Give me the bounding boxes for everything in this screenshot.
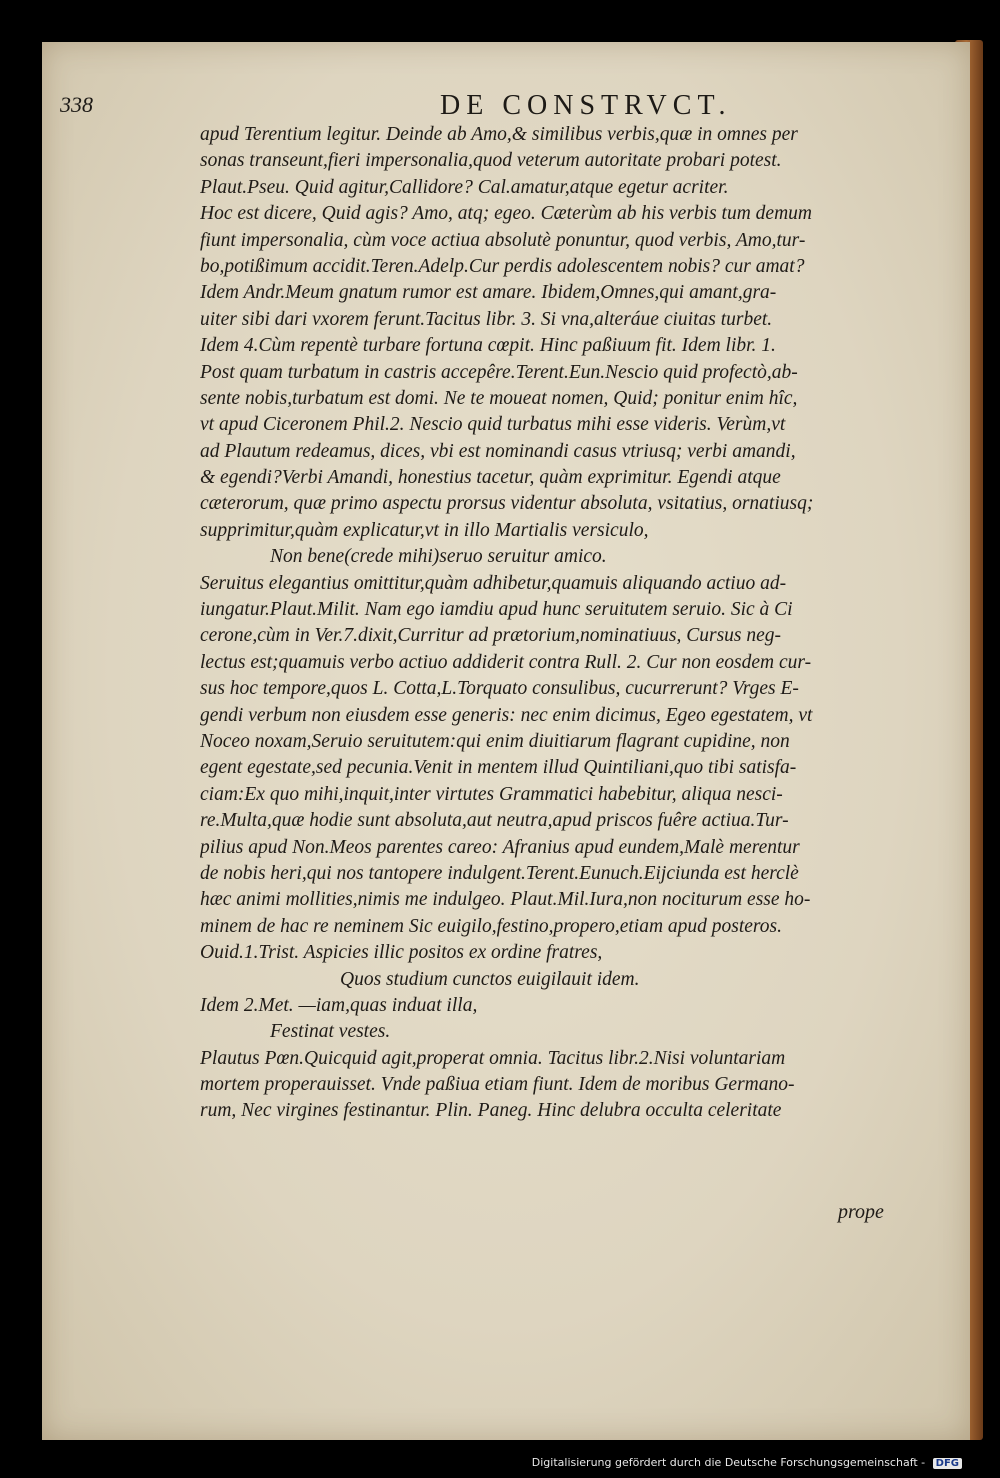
verse-line: Non bene(crede mihi)seruo seruitur amico.	[270, 546, 607, 568]
text-line: & egendi?Verbi Amandi, honestius tacetur, quàm exprimitur. Egendi atque	[200, 467, 781, 489]
text-line: sus hoc tempore,quos L. Cotta,L.Torquato consulibus, cucurrerunt? Vrges E-	[200, 678, 799, 700]
text-line: Idem Andr.Meum gnatum rumor est amare. Ibidem,Omnes,qui amant,gra-	[200, 282, 777, 304]
verse-line: Quos studium cunctos euigilauit idem.	[340, 968, 640, 990]
footer-credit	[532, 1456, 962, 1469]
footer-text: Digitalisierung gefördert durch die Deutsche Forschungsgemeinschaft -	[531, 1456, 926, 1469]
text-line: Plautus Pœn.Quicquid agit,properat omnia. Tacitus libr.2.Nisi voluntariam	[200, 1047, 786, 1069]
text-line: hæc animi mollities,nimis me indulgeo. Plaut.Mil.Iura,non nociturum esse ho-	[200, 889, 811, 911]
text-line: fiunt impersonalia, cùm voce actiua absolutè ponuntur, quod verbis, Amo,tur-	[200, 229, 806, 251]
text-line: Ouid.1.Trist. Aspicies illic positos ex ordine fratres,	[200, 942, 603, 964]
text-line: cerone,cùm in Ver.7.dixit,Curritur ad prætorium,nominatiuus, Cursus neg-	[200, 625, 782, 647]
text-line: rum, Nec virgines festinantur. Plin. Paneg. Hinc delubra occulta celeritate	[200, 1100, 782, 1122]
text-line: vt apud Ciceronem Phil.2. Nescio quid turbatus mihi esse videris. Verùm,vt	[200, 414, 786, 436]
text-line: Hoc est dicere, Quid agis? Amo, atq; egeo. Cæterùm ab his verbis tum demum	[200, 203, 813, 225]
running-title: DE CONSTRVCT.	[440, 90, 732, 121]
text-line: egent egestate,sed pecunia.Venit in mentem illud Quintiliani,quo tibi satisfa-	[200, 757, 797, 779]
text-line: cæterorum, quæ primo aspectu prorsus videntur absoluta, vsitatius, ornatiusq;	[200, 493, 814, 515]
text-line: re.Multa,quæ hodie sunt absoluta,aut neutra,apud priscos fuêre actiua.Tur-	[200, 810, 789, 832]
text-line: de nobis heri,qui nos tantopere indulgent.Terent.Eunuch.Eijciunda est herclè	[200, 862, 799, 884]
text-line: supprimitur,quàm explicatur,vt in illo Martialis versiculo,	[200, 519, 649, 541]
text-line: lectus est;quamuis verbo actiuo addiderit contra Rull. 2. Cur non eosdem cur-	[200, 651, 812, 673]
text-line: iungatur.Plaut.Milit. Nam ego iamdiu apud hunc seruitutem seruio. Sic à Ci	[200, 599, 793, 621]
text-line: minem de hac re neminem Sic euigilo,festino,propero,etiam apud posteros.	[200, 915, 783, 937]
verse-line: Festinat vestes.	[270, 1021, 391, 1043]
text-line: Idem 4.Cùm repentè turbare fortuna cœpit. Hinc paßiuum fit. Idem libr. 1.	[200, 335, 776, 357]
text-line: bo,potißimum accidit.Teren.Adelp.Cur perdis adolescentem nobis? cur amat?	[200, 255, 805, 277]
text-line: uiter sibi dari vxorem ferunt.Tacitus libr. 3. Si vna,alteráue ciuitas turbet.	[200, 308, 773, 330]
text-line: Post quam turbatum in castris accepêre.Terent.Eun.Nescio quid profectò,ab-	[200, 361, 798, 383]
text-line: pilius apud Non.Meos parentes careo: Afranius apud eundem,Malè merentur	[200, 836, 800, 858]
body-text	[200, 122, 900, 1125]
text-line: Plaut.Pseu. Quid agitur,Callidore? Cal.amatur,atque egetur acriter.	[200, 176, 729, 198]
text-line: sonas transeunt,fieri impersonalia,quod veterum autoritate probari potest.	[200, 150, 782, 172]
text-line: mortem properauisset. Vnde paßiua etiam fiunt. Idem de moribus Germano-	[200, 1074, 795, 1096]
page-number: 338	[60, 92, 93, 117]
text-line: ad Plautum redeamus, dices, vbi est nominandi casus vtriusq; verbi amandi,	[200, 440, 796, 462]
text-line: gendi verbum non eiusdem esse generis: nec enim dicimus, Egeo egestatem, vt	[200, 704, 813, 726]
text-line: ciam:Ex quo mihi,inquit,inter virtutes Grammatici habebitur, aliqua nesci-	[200, 783, 783, 805]
text-line: Noceo noxam,Seruio seruitutem:qui enim diuitiarum flagrant cupidine, non	[200, 730, 790, 752]
text-line: Seruitus elegantius omittitur,quàm adhibetur,quamuis aliquando actiuo ad-	[200, 572, 787, 594]
text-line: Idem 2.Met. —iam,quas induat illa,	[200, 994, 478, 1016]
text-line: sente nobis,turbatum est domi. Ne te moueat nomen, Quid; ponitur enim hîc,	[200, 387, 798, 409]
footer-bar	[0, 1452, 1000, 1478]
catchword: prope	[838, 1201, 884, 1223]
dfg-logo-icon: DFG	[933, 1458, 962, 1469]
text-line: apud Terentium legitur. Deinde ab Amo,& similibus verbis,quæ in omnes per	[200, 124, 798, 145]
